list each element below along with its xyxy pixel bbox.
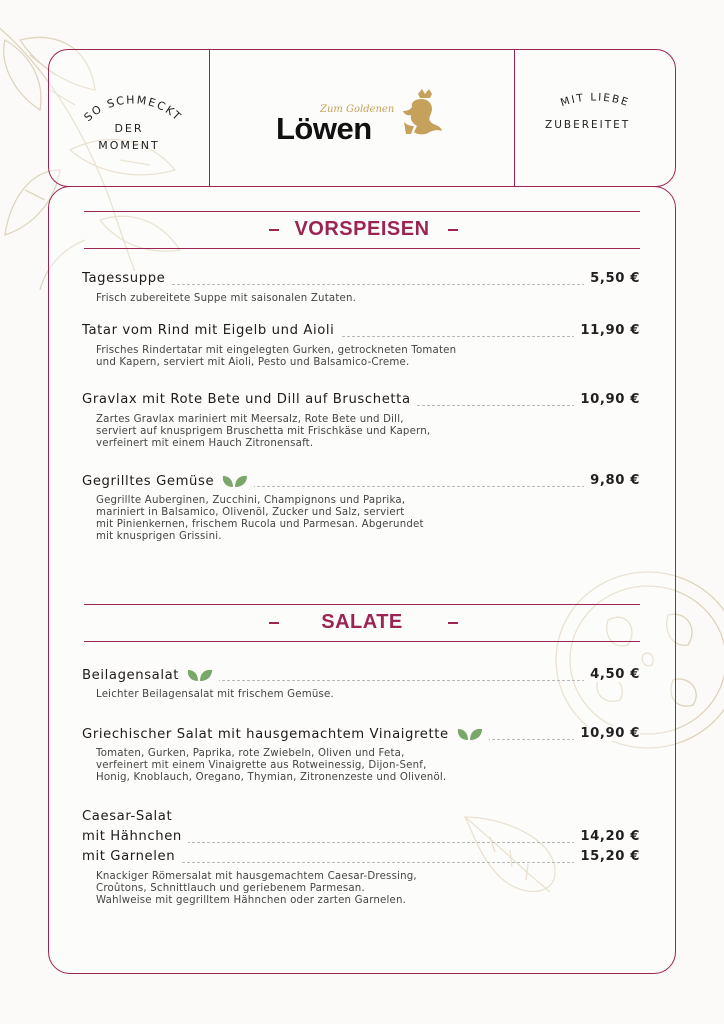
menu-item — [82, 323, 640, 369]
section-title: VORSPEISEN — [294, 218, 430, 240]
tagline-right-text: ZUBEREITET — [545, 119, 631, 131]
leaf-icon — [220, 473, 248, 489]
item-name: Gravlax mit Rote Bete und Dill auf Bruschetta — [82, 392, 417, 407]
menu-item — [82, 809, 640, 907]
leaf-icon — [455, 726, 483, 742]
item-price: 9,80 € — [584, 473, 640, 488]
item-price: 4,50 € — [584, 667, 640, 682]
title-dash — [448, 622, 458, 624]
item-name: Griechischer Salat mit hausgemachtem Vinaigrette — [82, 727, 449, 742]
logo-subtitle: Zum Goldenen — [320, 104, 395, 115]
item-description: Knackiger Römersalat mit hausgemachtem Caesar-Dressing, Croûtons, Schnittlauch und geriebenem Parmesan. Wahlweise mit gegrilltem Hähnchen oder zarten Garnelen. — [96, 871, 417, 906]
header-divider — [209, 50, 210, 186]
item-variant — [82, 849, 640, 871]
menu-item — [82, 271, 640, 305]
svg-text:SO SCHMECKT: SO SCHMECKT — [81, 93, 185, 125]
item-price: 11,90 € — [574, 323, 640, 338]
variant-price: 15,20 € — [574, 849, 640, 864]
menu-item — [82, 392, 640, 450]
logo-name: Löwen — [276, 111, 372, 146]
variant-name: mit Hähnchen — [82, 829, 188, 844]
item-description: Zartes Gravlax mariniert mit Meersalz, Rote Bete und Dill, serviert auf knusprigem Bruschetta mit Frischkäse und Kapern, verfeinert mit einem Hauch Zitronensaft. — [96, 414, 431, 449]
variant-name: mit Garnelen — [82, 849, 181, 864]
item-variant — [82, 829, 640, 849]
section-header-vorspeisen — [84, 211, 640, 249]
tagline-left-text: DER MOMENT — [98, 122, 160, 152]
item-description: Gegrillte Auberginen, Zucchini, Champignons und Paprika, mariniert in Balsamico, Olivenöl, Zucker und Salz, serviert mit Pinienkernen, frischem Rucola und Parmesan. Abgerundet mit knusprigen Grissini. — [96, 495, 424, 542]
tagline-right-arc — [542, 88, 648, 118]
item-price: 10,90 € — [574, 726, 640, 741]
menu-item — [82, 726, 640, 784]
item-name: Caesar-Salat — [82, 809, 178, 824]
item-name: Gegrilltes Gemüse — [82, 474, 215, 489]
variant-price: 14,20 € — [574, 829, 640, 844]
item-price: 10,90 € — [574, 392, 640, 407]
item-description: Leichter Beilagensalat mit frischem Gemüse. — [96, 689, 334, 700]
menu-item — [82, 473, 640, 543]
item-name: Beilagensalat — [82, 668, 180, 683]
section-header-salate — [84, 604, 640, 642]
leaf-icon — [185, 667, 213, 683]
item-name: Tatar vom Rind mit Eigelb und Aioli — [82, 323, 340, 338]
item-name: Tagessuppe — [82, 271, 171, 286]
title-dash — [448, 229, 458, 231]
item-description: Tomaten, Gurken, Paprika, rote Zwiebeln, Oliven und Feta, verfeinert mit einem Vinaigrette aus Rotweinessig, Dijon-Senf, Honig, Knoblauch, Oregano, Thymian, Zitronenzeste und Olivenöl. — [96, 748, 447, 783]
item-price: 5,50 € — [584, 271, 640, 286]
svg-text:MIT LIEBE: MIT LIEBE — [559, 91, 632, 110]
header-divider — [514, 50, 515, 186]
item-description: Frisches Rindertatar mit eingelegten Gurken, getrockneten Tomaten und Kapern, serviert mit Aioli, Pesto und Balsamico-Creme. — [96, 345, 457, 368]
item-description: Frisch zubereitete Suppe mit saisonalen Zutaten. — [96, 293, 357, 304]
section-title: SALATE — [321, 611, 403, 633]
menu-item — [82, 667, 640, 701]
